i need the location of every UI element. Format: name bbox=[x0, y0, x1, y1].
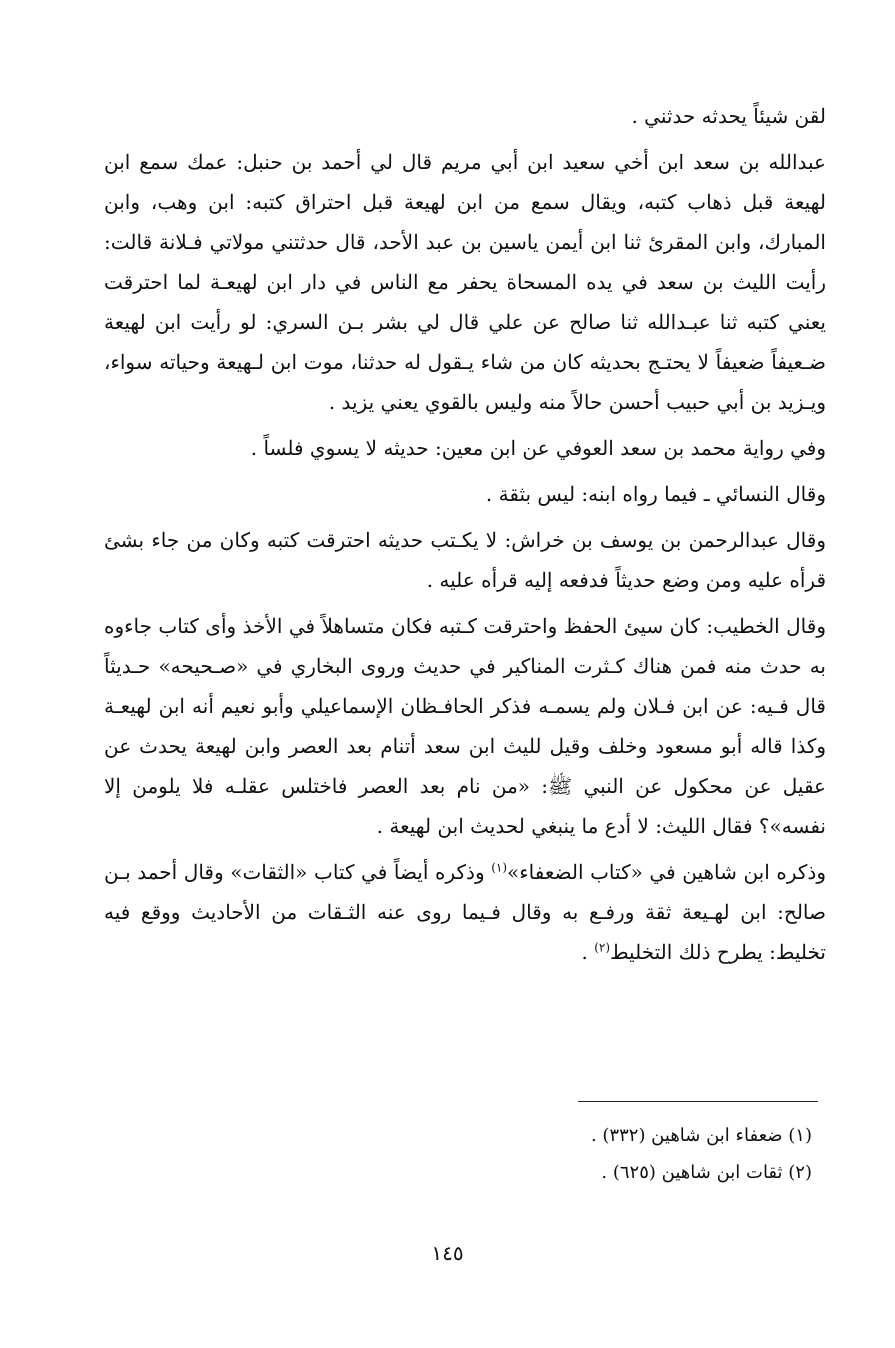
footnote-1: (١) ضعفاء ابن شاهين (٣٣٢) . bbox=[590, 1125, 812, 1146]
paragraph-2: عبدالله بن سعد ابن أخي سعيد ابن أبي مريم قال لي أحمد بن حنبل: عمك سمع ابن لهيعة قبل ذهاب كتبه، ويقال سمع من ابن لهيعة قبل احتراق كتبه: ابن وهب، وابن المبارك، وابن المقرئ ثنا ابن أيمن ياسين بن عبد الأحد، قال حدثتني مولاتي فـلانة قالت: رأيت الليث بن سعد في يده المسحاة يحفر مع الناس في دار ابن لهيعـة لما احترقت يعني كتبه ثنا عبـدالله ثنا صالح عن علي قال لي بشر بـن السري: لو رأيت ابن لهيعة ضـعيفاً ضعيفاً لا يحتـج بحديثه كان من شاء يـقول له حدثنا، موت ابن لـهيعة وحياته سواء، ويـزيد بن أبي حبيب أحسن حالاً منه وليس بالقوي يعني يزيد . bbox=[104, 150, 826, 414]
footnotes bbox=[300, 1117, 812, 1191]
paragraph-5: وقال عبدالرحمن بن يوسف بن خراش: لا يكـتب حديثه احترقت كتبه وكان من جاء بشئ قرأه عليه ومن وضع حديثاً فدفعه إليه قرأه عليه . bbox=[104, 528, 826, 592]
paragraph-1: لقن شيئاً يحدثه حدثني . bbox=[631, 104, 826, 128]
page-number: ١٤٥ bbox=[431, 1241, 464, 1265]
footnote-ref-2: (٢) bbox=[594, 940, 611, 955]
paragraph-6: وقال الخطيب: كان سيئ الحفظ واحترقت كـتبه فكان متساهلاً في الأخذ وأى كتاب جاءوه به حدث منه فمن هناك كـثرت المناكير في حديث وروى البخاري في «صـحيحه» حـديثاً قال فـيه: عن ابن فـلان ولم يسمـه فذكر الحافـظان الإسماعيلي وأبو نعيم أنه ابن لهيعـة وكذا قاله أبو مسعود وخلف وقيل لليث ابن سعد أتنام بعد العصر وابن لهيعة يحدث عن عقيل عن محكول عن النبي ﷺ: «من نام بعد العصر فاختلس عقلـه فلا يلومن إلا نفسه»؟ فقال الليث: لا أدع ما ينبغي لحديث ابن لهيعة . bbox=[104, 614, 826, 838]
paragraph-7-part-a: وذكره ابن شاهين في «كتاب الضعفاء» bbox=[507, 860, 826, 884]
paragraph-7-part-b: وذكره أيضاً في كتاب «الثقات» وقال أحمد بـن صالح: ابن لهـيعة ثقة ورفـع به وقال فـيما روى عنه الثـقات من الأحاديث ووقع فيه تخليط: يطرح ذلك التخليط bbox=[104, 860, 826, 964]
paragraph-7 bbox=[104, 852, 826, 972]
main-text-block bbox=[104, 96, 826, 978]
paragraph-7-part-c: . bbox=[581, 940, 595, 964]
footnote-ref-1: (١) bbox=[491, 860, 508, 875]
paragraph-4: وقال النسائي ـ فيما رواه ابنه: ليس بثقة . bbox=[485, 482, 826, 506]
footnote-divider bbox=[578, 1101, 818, 1102]
footnote-2: (٢) ثقات ابن شاهين (٦٢٥) . bbox=[601, 1162, 812, 1183]
paragraph-3: وفي رواية محمد بن سعد العوفي عن ابن معين: حديثه لا يسوي فلساً . bbox=[250, 436, 826, 460]
